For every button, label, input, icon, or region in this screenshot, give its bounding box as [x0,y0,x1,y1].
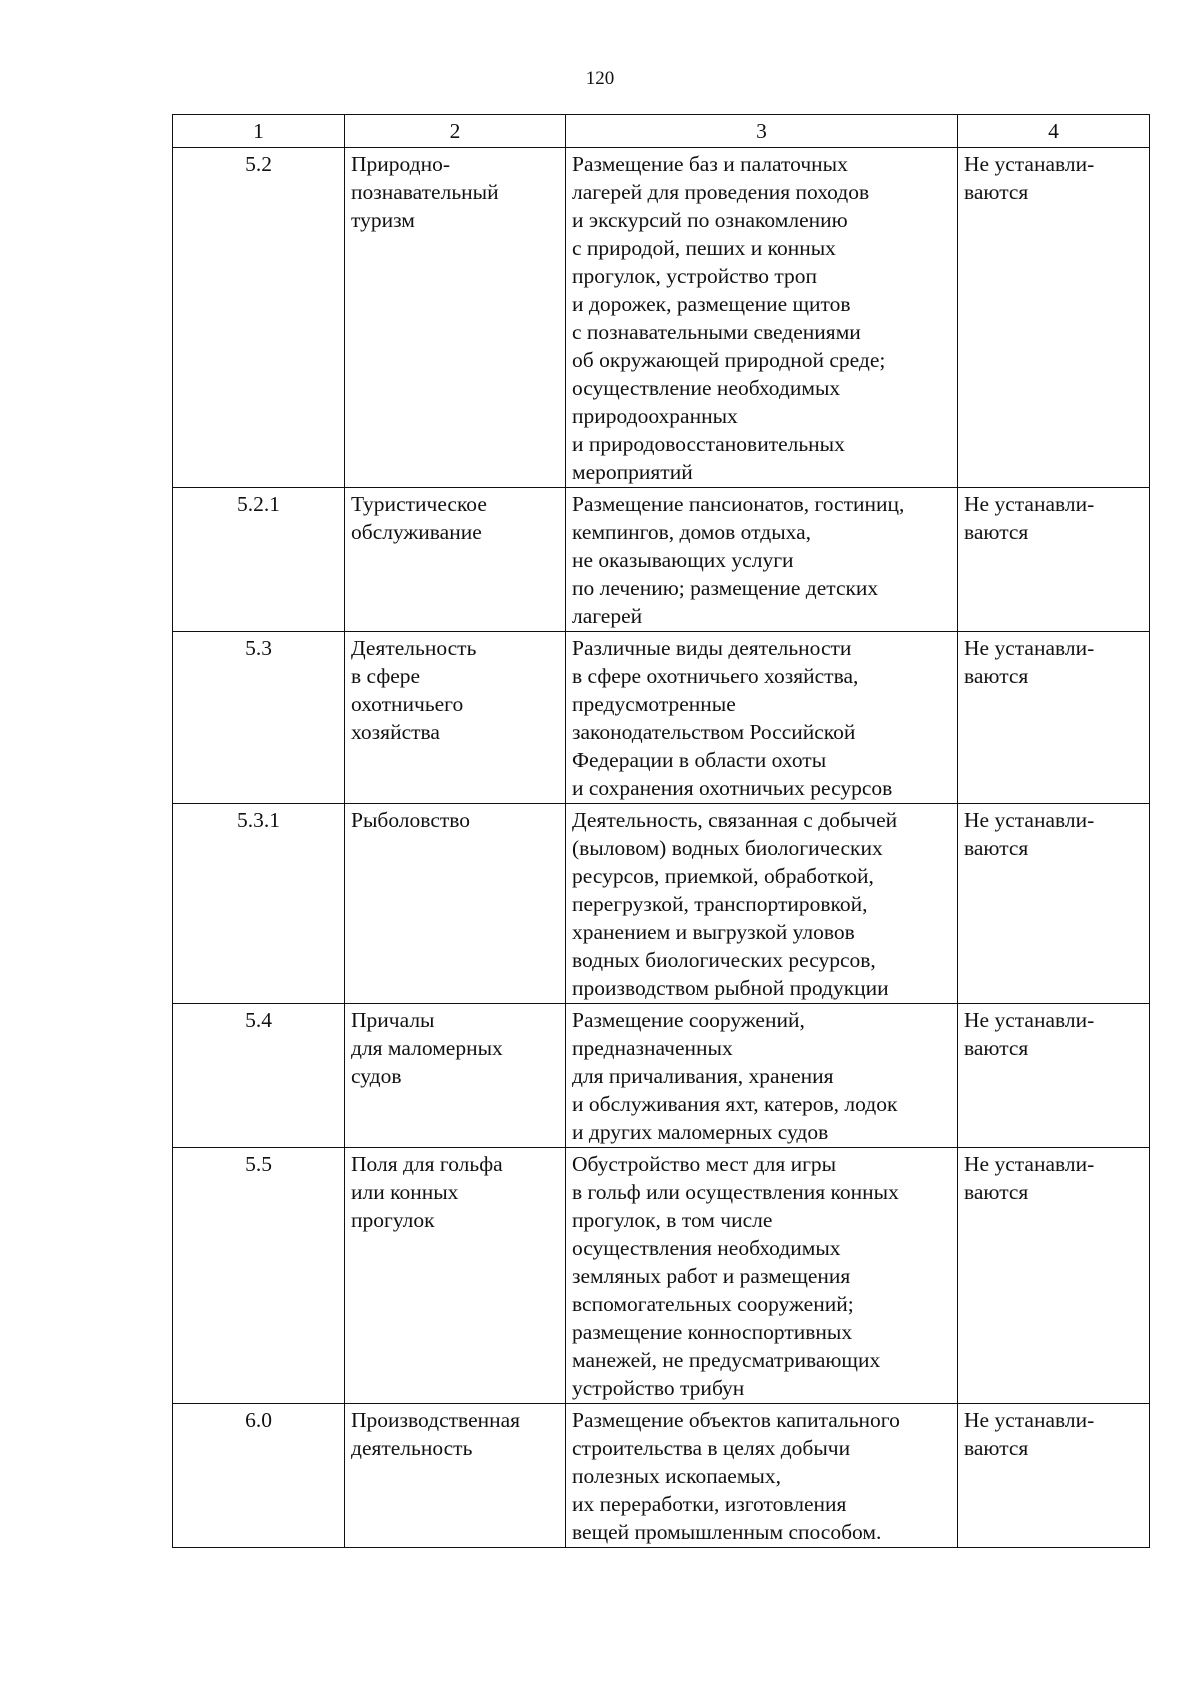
column-header-3: 3 [566,115,958,148]
row-name: Деятельность в сфере охотничьего хозяйства [345,632,566,804]
row-limits: Не устанавли- ваются [958,148,1150,488]
row-code: 5.3.1 [173,804,345,1004]
row-name: Рыболовство [345,804,566,1004]
table-row [173,632,1150,804]
row-name: Производственная деятельность [345,1404,566,1548]
row-code: 5.5 [173,1148,345,1404]
table-row [173,488,1150,632]
column-header-2: 2 [345,115,566,148]
row-limits: Не устанавли- ваются [958,488,1150,632]
table-row [173,1004,1150,1148]
row-description: Размещение пансионатов, гостиниц, кемпингов, домов отдыха, не оказывающих услуги по лечению; размещение детских лагерей [566,488,958,632]
row-limits: Не устанавли- ваются [958,804,1150,1004]
column-header-4: 4 [958,115,1150,148]
row-code: 6.0 [173,1404,345,1548]
row-limits: Не устанавли- ваются [958,1004,1150,1148]
row-description: Размещение сооружений, предназначенных для причаливания, хранения и обслуживания яхт, катеров, лодок и других маломерных судов [566,1004,958,1148]
row-code: 5.2.1 [173,488,345,632]
row-limits: Не устанавли- ваются [958,1404,1150,1548]
column-header-1: 1 [173,115,345,148]
page-number: 120 [585,68,615,89]
row-description: Обустройство мест для игры в гольф или осуществления конных прогулок, в том числе осуществления необходимых земляных работ и размещения вспомогательных сооружений; размещение конноспортивных манежей, не предусматривающих устройство трибун [566,1148,958,1404]
table-row [173,148,1150,488]
row-description: Различные виды деятельности в сфере охотничьего хозяйства, предусмотренные законодательством Российской Федерации в области охоты и сохранения охотничьих ресурсов [566,632,958,804]
row-name: Поля для гольфа или конных прогулок [345,1148,566,1404]
row-description: Деятельность, связанная с добычей (выловом) водных биологических ресурсов, приемкой, обработкой, перегрузкой, транспортировкой, хранением и выгрузкой уловов водных биологических ресурсов, производством рыбной продукции [566,804,958,1004]
row-code: 5.3 [173,632,345,804]
table-row [173,1148,1150,1404]
land-use-table [172,114,1150,1548]
row-limits: Не устанавли- ваются [958,632,1150,804]
row-name: Причалы для маломерных судов [345,1004,566,1148]
table-header-row [173,115,1150,148]
row-limits: Не устанавли- ваются [958,1148,1150,1404]
row-description: Размещение баз и палаточных лагерей для проведения походов и экскурсий по ознакомлению с природой, пеших и конных прогулок, устройство троп и дорожек, размещение щитов с познавательными сведениями об окружающей природной среде; осуществление необходимых природоохранных и природовосстановительных мероприятий [566,148,958,488]
row-code: 5.2 [173,148,345,488]
row-name: Туристическое обслуживание [345,488,566,632]
table-row [173,804,1150,1004]
table-row [173,1404,1150,1548]
row-code: 5.4 [173,1004,345,1148]
row-name: Природно- познавательный туризм [345,148,566,488]
row-description: Размещение объектов капитального строительства в целях добычи полезных ископаемых, их переработки, изготовления вещей промышленным способом. [566,1404,958,1548]
